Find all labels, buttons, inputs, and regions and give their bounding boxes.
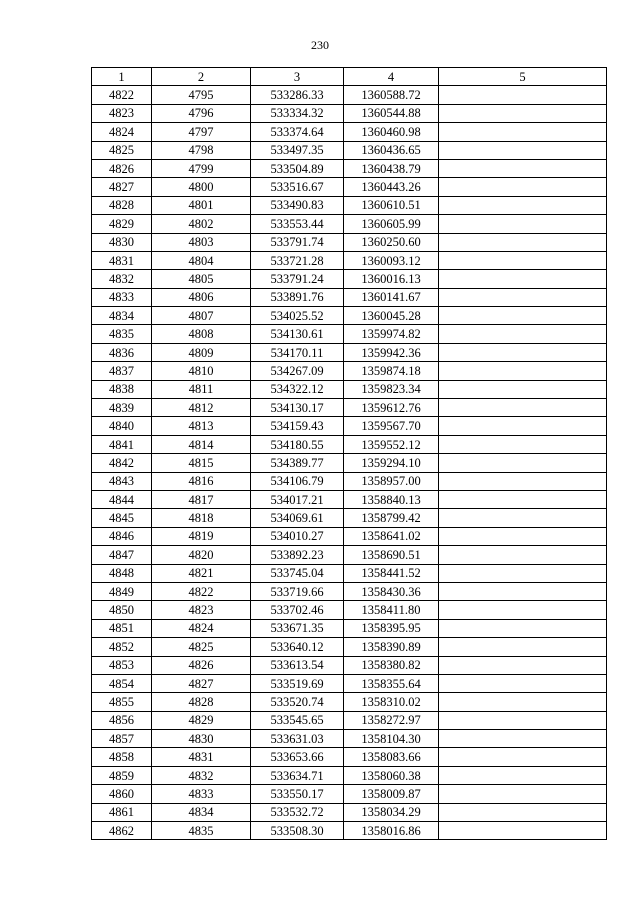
table-cell: 4818: [152, 509, 251, 527]
table-cell: 4808: [152, 325, 251, 343]
table-cell: [439, 711, 607, 729]
table-cell: 1358272.97: [344, 711, 439, 729]
table-cell: 533334.32: [251, 104, 344, 122]
table-cell: 4849: [92, 582, 152, 600]
table-cell: [439, 123, 607, 141]
table-row: [92, 307, 607, 325]
table-cell: 4809: [152, 343, 251, 361]
table-cell: 4836: [92, 343, 152, 361]
table-cell: 533671.35: [251, 619, 344, 637]
table-cell: [439, 307, 607, 325]
table-cell: 534267.09: [251, 362, 344, 380]
table-cell: 534389.77: [251, 454, 344, 472]
table-cell: 1358355.64: [344, 674, 439, 692]
table-cell: 4831: [92, 251, 152, 269]
table-cell: 1358083.66: [344, 748, 439, 766]
column-header: 5: [439, 68, 607, 86]
table-cell: 533653.66: [251, 748, 344, 766]
table-cell: [439, 288, 607, 306]
table-cell: [439, 104, 607, 122]
table-cell: 4828: [152, 693, 251, 711]
table-cell: 4862: [92, 822, 152, 840]
table-cell: 4830: [152, 730, 251, 748]
table-row: [92, 233, 607, 251]
table-cell: [439, 803, 607, 821]
table-cell: 1358390.89: [344, 638, 439, 656]
table-cell: [439, 325, 607, 343]
table-cell: [439, 86, 607, 104]
table-cell: 533545.65: [251, 711, 344, 729]
table-row: [92, 251, 607, 269]
table-cell: [439, 399, 607, 417]
table-cell: [439, 619, 607, 637]
table-row: [92, 730, 607, 748]
table-row: [92, 380, 607, 398]
table-cell: 533791.24: [251, 270, 344, 288]
table-cell: 533634.71: [251, 766, 344, 784]
table-cell: [439, 582, 607, 600]
table-cell: [439, 159, 607, 177]
table-cell: 4850: [92, 601, 152, 619]
table-cell: [439, 196, 607, 214]
table-cell: 4845: [92, 509, 152, 527]
table-cell: 4822: [152, 582, 251, 600]
table-cell: [439, 748, 607, 766]
table-cell: 533702.46: [251, 601, 344, 619]
table-cell: 4839: [92, 399, 152, 417]
table-cell: 4840: [92, 417, 152, 435]
table-cell: [439, 178, 607, 196]
table-cell: 533892.23: [251, 546, 344, 564]
table-cell: 4819: [152, 527, 251, 545]
table-row: [92, 546, 607, 564]
table-cell: 1360436.65: [344, 141, 439, 159]
table-cell: 4801: [152, 196, 251, 214]
table-cell: 4823: [92, 104, 152, 122]
table-cell: 4802: [152, 215, 251, 233]
table-row: [92, 362, 607, 380]
table-cell: [439, 509, 607, 527]
table-cell: 534180.55: [251, 435, 344, 453]
table-row: [92, 104, 607, 122]
table-cell: 4843: [92, 472, 152, 490]
table-cell: 534322.12: [251, 380, 344, 398]
table-cell: 4834: [152, 803, 251, 821]
table-cell: [439, 215, 607, 233]
table-cell: 4835: [92, 325, 152, 343]
table-cell: 4826: [152, 656, 251, 674]
table-cell: 533553.44: [251, 215, 344, 233]
table-cell: 1360443.26: [344, 178, 439, 196]
column-header: 4: [344, 68, 439, 86]
table-cell: 4838: [92, 380, 152, 398]
table-cell: 4797: [152, 123, 251, 141]
table-cell: 533721.28: [251, 251, 344, 269]
table-row: [92, 490, 607, 508]
table-cell: 4846: [92, 527, 152, 545]
table-cell: [439, 380, 607, 398]
table-cell: 1358395.95: [344, 619, 439, 637]
table-header-row: [92, 68, 607, 86]
table-cell: 4828: [92, 196, 152, 214]
table-cell: 1359612.76: [344, 399, 439, 417]
table-cell: 4855: [92, 693, 152, 711]
table-row: [92, 454, 607, 472]
table-row: [92, 141, 607, 159]
coordinates-table: [91, 67, 607, 840]
table-cell: 1358034.29: [344, 803, 439, 821]
table-cell: 1358641.02: [344, 527, 439, 545]
table-cell: 534017.21: [251, 490, 344, 508]
table-cell: 4848: [92, 564, 152, 582]
table-cell: 4830: [92, 233, 152, 251]
table-cell: [439, 822, 607, 840]
table-cell: 534010.27: [251, 527, 344, 545]
table-row: [92, 564, 607, 582]
table-cell: 1358840.13: [344, 490, 439, 508]
table-cell: 534170.11: [251, 343, 344, 361]
table-cell: 4821: [152, 564, 251, 582]
table-cell: 4857: [92, 730, 152, 748]
table-cell: 4824: [92, 123, 152, 141]
table-row: [92, 785, 607, 803]
table-cell: 4858: [92, 748, 152, 766]
table-cell: 1358380.82: [344, 656, 439, 674]
table-cell: [439, 454, 607, 472]
table-cell: 1359974.82: [344, 325, 439, 343]
table-cell: 4815: [152, 454, 251, 472]
table-cell: 4842: [92, 454, 152, 472]
table-cell: 1360250.60: [344, 233, 439, 251]
table-cell: 533791.74: [251, 233, 344, 251]
table-cell: 4834: [92, 307, 152, 325]
table-cell: 534130.61: [251, 325, 344, 343]
table-cell: 4853: [92, 656, 152, 674]
table-cell: [439, 693, 607, 711]
table-row: [92, 509, 607, 527]
table-row: [92, 86, 607, 104]
table-cell: 4827: [92, 178, 152, 196]
table-row: [92, 766, 607, 784]
table-cell: 4831: [152, 748, 251, 766]
table-row: [92, 288, 607, 306]
table-cell: 4835: [152, 822, 251, 840]
table-cell: 533504.89: [251, 159, 344, 177]
table-row: [92, 822, 607, 840]
table-cell: 1358104.30: [344, 730, 439, 748]
table-row: [92, 159, 607, 177]
table-cell: 4823: [152, 601, 251, 619]
table-cell: 1360045.28: [344, 307, 439, 325]
table-cell: 1359567.70: [344, 417, 439, 435]
table-cell: 1358799.42: [344, 509, 439, 527]
table-cell: 4844: [92, 490, 152, 508]
table-cell: 4832: [152, 766, 251, 784]
table-cell: 1360544.88: [344, 104, 439, 122]
table-cell: 4803: [152, 233, 251, 251]
table-cell: 1358430.36: [344, 582, 439, 600]
table-cell: [439, 527, 607, 545]
table-cell: 533550.17: [251, 785, 344, 803]
table-cell: 4814: [152, 435, 251, 453]
table-cell: 4812: [152, 399, 251, 417]
table-cell: 4860: [92, 785, 152, 803]
table-cell: 4827: [152, 674, 251, 692]
table-cell: [439, 343, 607, 361]
table-cell: 4856: [92, 711, 152, 729]
table-cell: 4825: [92, 141, 152, 159]
table-cell: [439, 251, 607, 269]
table-cell: 4825: [152, 638, 251, 656]
table-cell: 4822: [92, 86, 152, 104]
table-cell: [439, 270, 607, 288]
table-cell: 533519.69: [251, 674, 344, 692]
table-cell: 4824: [152, 619, 251, 637]
table-row: [92, 638, 607, 656]
table-row: [92, 123, 607, 141]
table-cell: 4795: [152, 86, 251, 104]
table-row: [92, 417, 607, 435]
column-header: 3: [251, 68, 344, 86]
table-cell: [439, 546, 607, 564]
table-cell: 1358009.87: [344, 785, 439, 803]
table-cell: 4798: [152, 141, 251, 159]
table-cell: [439, 730, 607, 748]
table-cell: 534025.52: [251, 307, 344, 325]
table-row: [92, 748, 607, 766]
table-cell: [439, 472, 607, 490]
table-cell: 1358310.02: [344, 693, 439, 711]
table-cell: [439, 785, 607, 803]
table-cell: 4854: [92, 674, 152, 692]
table-cell: 1359942.36: [344, 343, 439, 361]
table-cell: 1360016.13: [344, 270, 439, 288]
table-row: [92, 399, 607, 417]
table-row: [92, 435, 607, 453]
column-header: 1: [92, 68, 152, 86]
table-row: [92, 711, 607, 729]
table-cell: 1358016.86: [344, 822, 439, 840]
table-row: [92, 656, 607, 674]
table-row: [92, 472, 607, 490]
table-row: [92, 803, 607, 821]
table-row: [92, 619, 607, 637]
table-cell: 4811: [152, 380, 251, 398]
table-row: [92, 325, 607, 343]
table-cell: [439, 417, 607, 435]
table-cell: 1359294.10: [344, 454, 439, 472]
table-row: [92, 178, 607, 196]
table-cell: 534069.61: [251, 509, 344, 527]
table-cell: [439, 141, 607, 159]
column-header: 2: [152, 68, 251, 86]
table-cell: 1358060.38: [344, 766, 439, 784]
table-cell: 1360438.79: [344, 159, 439, 177]
table-cell: 1360588.72: [344, 86, 439, 104]
table-body: [92, 86, 607, 840]
table-cell: 4810: [152, 362, 251, 380]
table-cell: 1358441.52: [344, 564, 439, 582]
table-cell: 534130.17: [251, 399, 344, 417]
table-cell: 1358690.51: [344, 546, 439, 564]
table-row: [92, 196, 607, 214]
table-cell: 1360141.67: [344, 288, 439, 306]
table-row: [92, 215, 607, 233]
table-cell: 4799: [152, 159, 251, 177]
table-cell: 533640.12: [251, 638, 344, 656]
table-cell: 533520.74: [251, 693, 344, 711]
table-cell: 4852: [92, 638, 152, 656]
table-cell: 4796: [152, 104, 251, 122]
table-row: [92, 582, 607, 600]
table-cell: [439, 656, 607, 674]
table-row: [92, 343, 607, 361]
table-cell: [439, 638, 607, 656]
table-cell: 4829: [152, 711, 251, 729]
table-cell: 533490.83: [251, 196, 344, 214]
table-cell: 533374.64: [251, 123, 344, 141]
table-cell: [439, 233, 607, 251]
table-cell: 1359874.18: [344, 362, 439, 380]
table-cell: 1360610.51: [344, 196, 439, 214]
table-cell: 4861: [92, 803, 152, 821]
page-number: 230: [311, 38, 329, 52]
table-cell: 533719.66: [251, 582, 344, 600]
table-row: [92, 270, 607, 288]
table-cell: 4816: [152, 472, 251, 490]
table-cell: [439, 564, 607, 582]
table-cell: [439, 674, 607, 692]
table-cell: 4847: [92, 546, 152, 564]
table-cell: 533532.72: [251, 803, 344, 821]
table-cell: 4829: [92, 215, 152, 233]
table-cell: [439, 490, 607, 508]
table-cell: 4837: [92, 362, 152, 380]
table-cell: [439, 766, 607, 784]
table-cell: 1360605.99: [344, 215, 439, 233]
table-cell: 533497.35: [251, 141, 344, 159]
table-cell: 4804: [152, 251, 251, 269]
table-cell: [439, 601, 607, 619]
table-cell: 533286.33: [251, 86, 344, 104]
table-cell: [439, 435, 607, 453]
table-cell: 4859: [92, 766, 152, 784]
table-cell: 533891.76: [251, 288, 344, 306]
table-cell: 4832: [92, 270, 152, 288]
table-cell: 4813: [152, 417, 251, 435]
table-cell: 1359823.34: [344, 380, 439, 398]
table-cell: 4833: [92, 288, 152, 306]
table-cell: 534106.79: [251, 472, 344, 490]
table-cell: 4806: [152, 288, 251, 306]
table-row: [92, 693, 607, 711]
table-cell: [439, 362, 607, 380]
table-cell: 1358411.80: [344, 601, 439, 619]
table-cell: 533508.30: [251, 822, 344, 840]
table-cell: 4833: [152, 785, 251, 803]
table-cell: 1359552.12: [344, 435, 439, 453]
table-cell: 4805: [152, 270, 251, 288]
table-cell: 533516.67: [251, 178, 344, 196]
table-cell: 533745.04: [251, 564, 344, 582]
table-cell: 4820: [152, 546, 251, 564]
table-cell: 1360460.98: [344, 123, 439, 141]
table-cell: 4800: [152, 178, 251, 196]
table-row: [92, 601, 607, 619]
table-row: [92, 527, 607, 545]
table-cell: 4817: [152, 490, 251, 508]
table-cell: 4826: [92, 159, 152, 177]
table-cell: 533631.03: [251, 730, 344, 748]
table-cell: 1360093.12: [344, 251, 439, 269]
table-cell: 534159.43: [251, 417, 344, 435]
table-cell: 1358957.00: [344, 472, 439, 490]
table-cell: 4807: [152, 307, 251, 325]
table-cell: 4851: [92, 619, 152, 637]
table-cell: 4841: [92, 435, 152, 453]
table-cell: 533613.54: [251, 656, 344, 674]
table-row: [92, 674, 607, 692]
